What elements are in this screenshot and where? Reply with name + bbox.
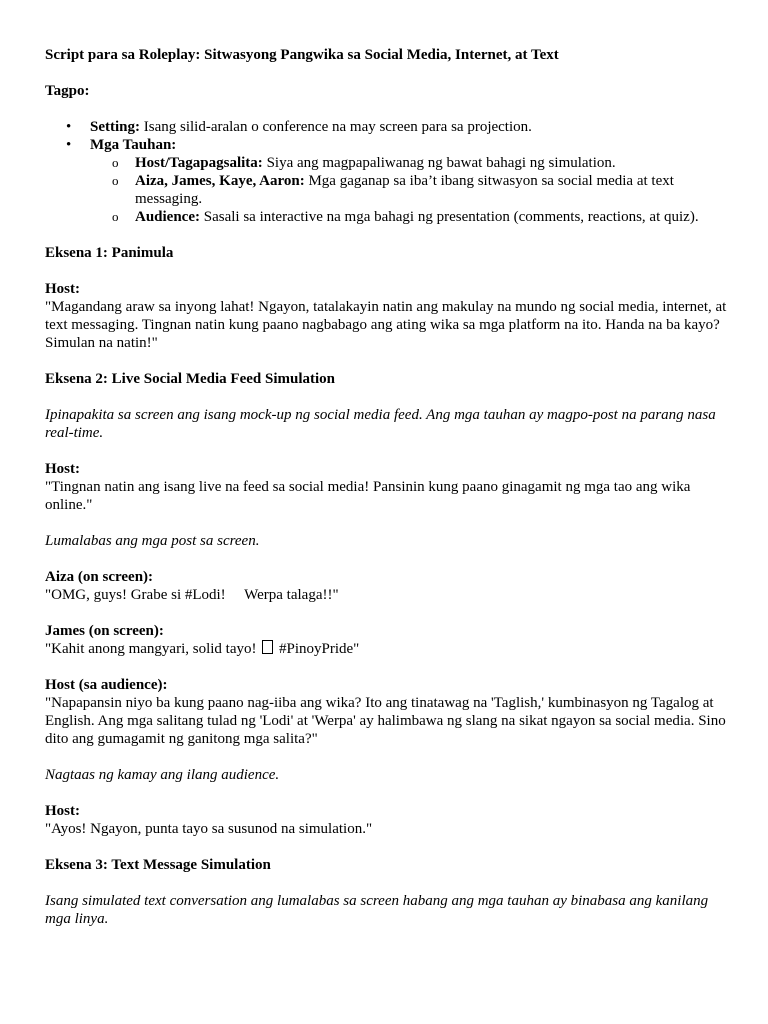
list-item-audience [90, 208, 735, 226]
eksena2-host3-line: "Ayos! Ngayon, punta tayo sa susunod na simulation." [45, 821, 373, 837]
eksena1-host-line: "Magandang araw sa inyong lahat! Ngayon, tatalakayin natin ang makulay na mundo ng social media, internet, at text messaging. Tingnan natin kung paano nagbabago ang ating wika sa mga platform na ito. Handa na ba kayo? Simulan na natin!" [45, 299, 727, 351]
eksena2-heading: Eksena 2: Live Social Media Feed Simulation [45, 371, 336, 387]
tauhan-host-text: Siya ang magpapaliwanag ng bawat bahagi ng simulation. [262, 155, 616, 171]
eksena2-host-label: Host: [45, 461, 80, 477]
tauhan-label: Mga Tauhan: [90, 137, 177, 153]
eksena3-direction: Isang simulated text conversation ang lumalabas sa screen habang ang mga tauhan ay binabasa ang kanilang mga linya. [45, 893, 709, 927]
tauhan-audience-text: Sasali sa interactive na mga bahagi ng presentation (comments, reactions, at quiz). [200, 209, 699, 225]
aiza-line: "OMG, guys! Grabe si #Lodi! Werpa talaga!!" [45, 587, 339, 603]
james-line-end: #PinoyPride" [275, 641, 360, 657]
eksena2-direction-2: Lumalabas ang mga post sa screen. [45, 533, 260, 549]
eksena1-host-label: Host: [45, 281, 80, 297]
aiza-label: Aiza (on screen): [45, 569, 154, 585]
eksena2-direction-3: Nagtaas ng kamay ang ilang audience. [45, 767, 280, 783]
james-label: James (on screen): [45, 623, 164, 639]
bullet-icon: • [66, 119, 72, 135]
eksena2-host-line: "Tingnan natin ang isang live na feed sa social media! Pansinin kung paano ginagamit ng mga tao ang wika online." [45, 479, 691, 513]
list-item-players [90, 172, 735, 208]
list-item-setting [45, 118, 735, 136]
tauhan-host-label: Host/Tagapagsalita: [135, 155, 263, 171]
sub-bullet-icon: o [112, 155, 119, 170]
eksena2-host3-label: Host: [45, 803, 80, 819]
host-audience-label: Host (sa audience): [45, 677, 168, 693]
tagpo-list [45, 118, 735, 226]
document-page [45, 46, 735, 928]
tagpo-heading: Tagpo: [45, 83, 90, 99]
setting-label: Setting: [90, 119, 140, 135]
setting-text: Isang silid-aralan o conference na may screen para sa projection. [140, 119, 532, 135]
eksena3-heading: Eksena 3: Text Message Simulation [45, 857, 271, 873]
document-title: Script para sa Roleplay: Sitwasyong Pangwika sa Social Media, Internet, at Text [45, 47, 559, 63]
tofu-box-icon [262, 640, 273, 654]
list-item-host [90, 154, 735, 172]
sub-bullet-icon: o [112, 173, 119, 188]
tauhan-sublist [90, 154, 735, 226]
eksena2-direction-1: Ipinapakita sa screen ang isang mock-up ng social media feed. Ang mga tauhan ay magpo-post na parang nasa real-time. [45, 407, 716, 441]
tauhan-audience-label: Audience: [135, 209, 200, 225]
eksena1-heading: Eksena 1: Panimula [45, 245, 174, 261]
james-line [45, 640, 735, 658]
list-item-tauhan [45, 136, 735, 226]
tauhan-players-text: Mga gaganap sa iba’t ibang sitwasyon sa social media at text messaging. [135, 173, 674, 207]
bullet-icon: • [66, 137, 72, 153]
tauhan-players-label: Aiza, James, Kaye, Aaron: [135, 173, 305, 189]
sub-bullet-icon: o [112, 209, 119, 224]
host-audience-line: "Napapansin niyo ba kung paano nag-iiba ang wika? Ito ang tinatawag na 'Taglish,' kumbinasyon ng Tagalog at English. Ang mga salitang tulad ng 'Lodi' at 'Werpa' ay halimbawa ng slang na sikat ngayon sa social media. Sino dito ang gumagamit ng ganitong mga salita?" [45, 695, 726, 747]
james-line-start: "Kahit anong mangyari, solid tayo! [45, 641, 261, 657]
